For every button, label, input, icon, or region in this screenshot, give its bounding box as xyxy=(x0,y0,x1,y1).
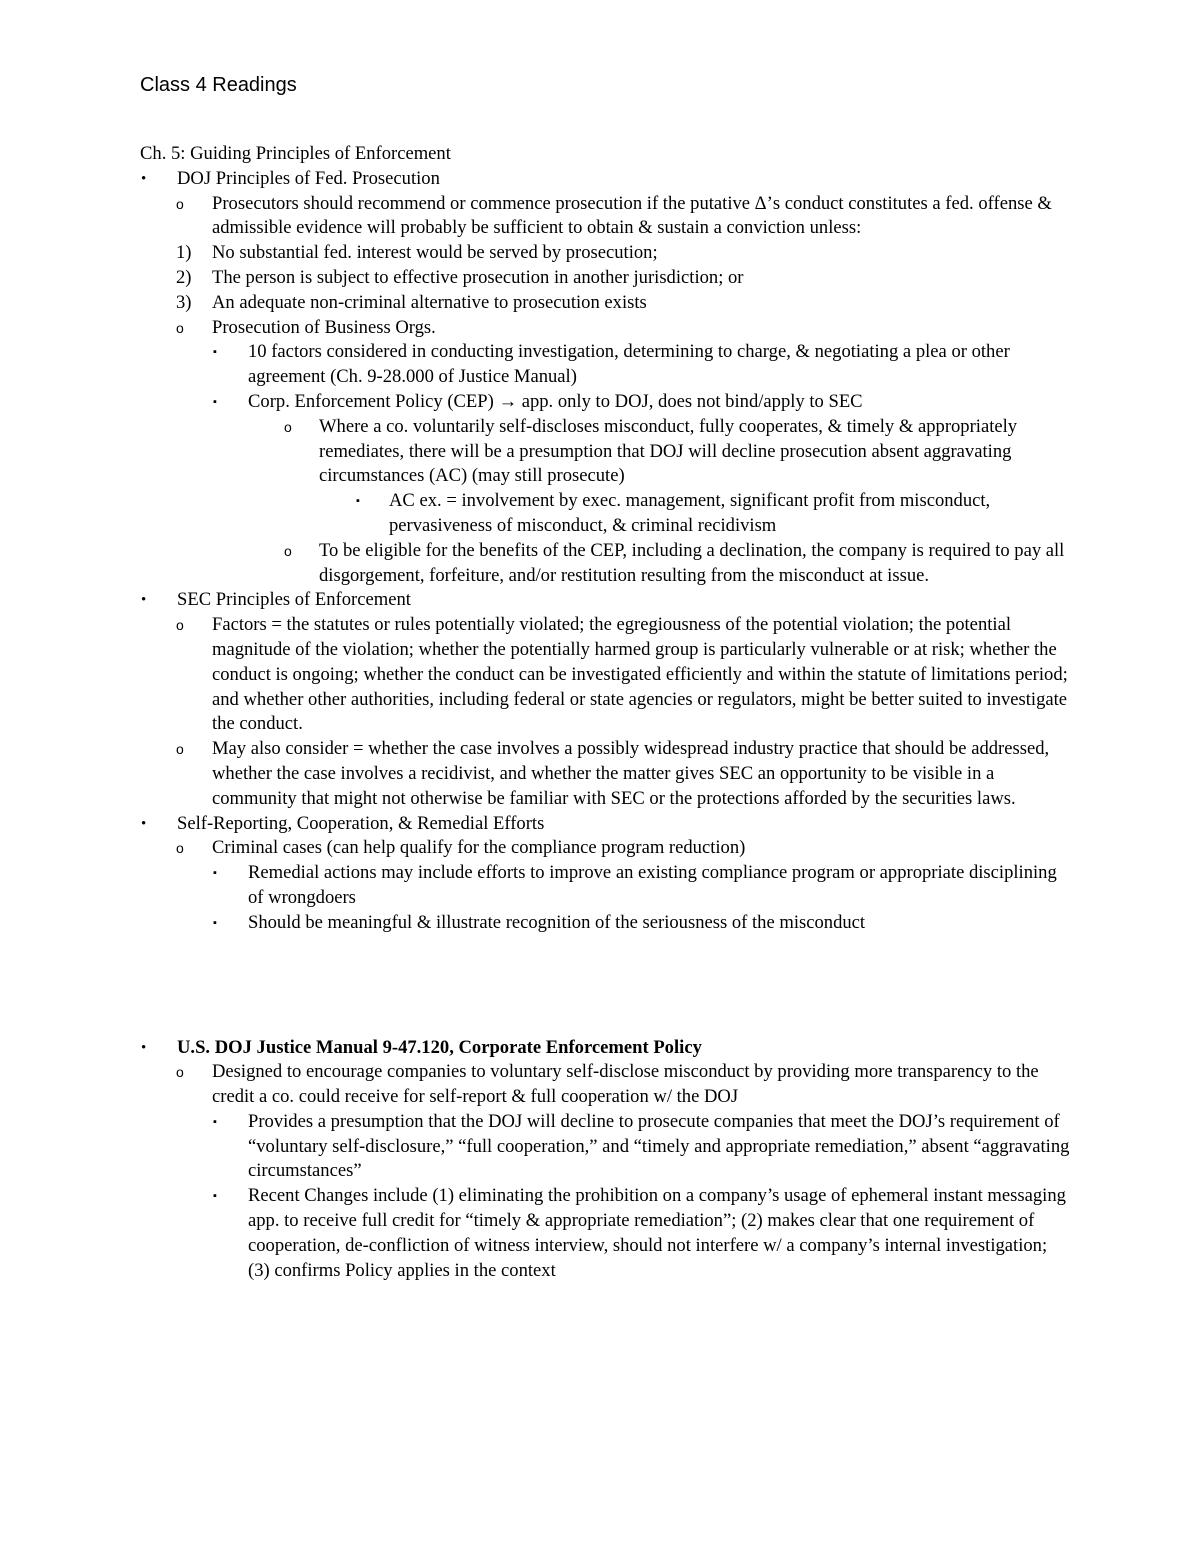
ten-factors-text: 10 factors considered in conducting investigation, determining to charge, & negotiating a plea or other agreement (Ch. 9-28.000 of Justice Manual) xyxy=(248,341,1010,388)
number-marker: 3) xyxy=(176,291,192,313)
list-item-sec-factors xyxy=(140,613,1070,737)
list-item-doj xyxy=(140,167,1070,192)
chapter-heading: Ch. 5: Guiding Principles of Enforcement xyxy=(140,143,451,164)
circle-marker: o xyxy=(176,1064,184,1081)
bullet-marker: • xyxy=(141,815,147,832)
changes-text: Recent Changes include (1) eliminating the prohibition on a company’s usage of ephemeral instant messaging app. to receive full credit for “timely & appropriate remediation”; (2) makes clear that one requirement of cooperation, de-confliction of witness interview, should not interfere w/ a company’s internal investigation; (3) confirms Policy applies in the context xyxy=(248,1185,1066,1281)
sec-also-text: May also consider = whether the case involves a possibly widespread industry practice that should be addressed, whether the case involves a recidivist, and whether the matter gives SEC an opportunity to be visible in a community that might not otherwise be familiar with SEC or the protections afforded by the securities laws. xyxy=(212,738,1050,809)
circle-marker: o xyxy=(284,418,292,435)
list-item-sec-also xyxy=(140,737,1070,811)
list-item-ten-factors xyxy=(140,340,1070,390)
list-item-meaningful xyxy=(140,911,1070,936)
list-item-business-orgs xyxy=(140,316,1070,341)
square-marker: ▪ xyxy=(356,495,360,508)
designed-text: Designed to encourage companies to voluntary self-disclose misconduct by providing more transparency to the credit a co. could receive for self-report & full cooperation w/ the DOJ xyxy=(212,1061,1039,1108)
exception-text: No substantial fed. interest would be served by prosecution; xyxy=(212,242,658,264)
ac-example-text: AC ex. = involvement by exec. management, significant profit from misconduct, pervasiveness of misconduct, & criminal recidivism xyxy=(389,490,991,536)
list-item-cep xyxy=(140,390,1070,415)
list-item-designed xyxy=(140,1060,1070,1110)
list-item-remedial xyxy=(140,861,1070,911)
list-item-changes xyxy=(140,1184,1070,1283)
cep-eligible-text: To be eligible for the benefits of the CEP, including a declination, the company is required to pay all disgorgement, forfeiture, and/or restitution resulting from the misconduct at issue. xyxy=(319,539,1065,586)
list-item-manual xyxy=(140,1036,1070,1061)
remedial-text: Remedial actions may include efforts to improve an existing compliance program or appropriate disciplining of wrongdoers xyxy=(248,862,1057,908)
circle-marker: o xyxy=(176,195,184,212)
self-reporting-heading: Self-Reporting, Cooperation, & Remedial Efforts xyxy=(177,812,545,834)
list-item-self-reporting xyxy=(140,812,1070,837)
cep-text: Corp. Enforcement Policy (CEP) → app. only to DOJ, does not bind/apply to SEC xyxy=(248,390,863,412)
spacer xyxy=(140,936,1070,1036)
square-marker: ▪ xyxy=(213,395,217,408)
prosecutors-text: Prosecutors should recommend or commence prosecution if the putative Δ’s conduct constitutes a fed. offense & admissible evidence will probably be sufficient to obtain & sustain a conviction unless: xyxy=(212,192,1052,239)
circle-marker: o xyxy=(176,741,184,758)
bullet-marker: • xyxy=(141,1039,147,1056)
notes-body xyxy=(140,142,1070,1283)
list-item-cep-eligible xyxy=(140,539,1070,589)
exception-text: The person is subject to effective prosecution in another jurisdiction; or xyxy=(212,266,744,288)
square-marker: ▪ xyxy=(213,1190,217,1203)
list-item-presumption xyxy=(140,1110,1070,1184)
numbered-item-2 xyxy=(140,266,1070,291)
square-marker: ▪ xyxy=(213,1115,217,1128)
number-marker: 1) xyxy=(176,242,192,264)
presumption-text: Provides a presumption that the DOJ will decline to prosecute companies that meet the DOJ’s requirement of “voluntary self-disclosure,” “full cooperation,” and “timely and appropriate remediation,” absent “aggravating circumstances” xyxy=(248,1110,1070,1182)
circle-marker: o xyxy=(176,840,184,857)
list-item-sec xyxy=(140,588,1070,613)
doj-heading: DOJ Principles of Fed. Prosecution xyxy=(177,167,440,189)
list-item-criminal xyxy=(140,836,1070,861)
circle-marker: o xyxy=(284,542,292,559)
circle-marker: o xyxy=(176,319,184,336)
number-marker: 2) xyxy=(176,266,192,288)
bullet-marker: • xyxy=(141,592,147,609)
square-marker: ▪ xyxy=(213,867,217,880)
list-item-cep-presumption xyxy=(140,415,1070,489)
exception-text: An adequate non-criminal alternative to prosecution exists xyxy=(212,291,647,313)
sec-factors-text: Factors = the statutes or rules potentially violated; the egregiousness of the potential violation; the potential magnitude of the violation; whether the potentially harmed group is particularly vulnerable or at risk; whether the conduct is ongoing; whether the conduct can be investigated efficiently and within the statute of limitations period; and whether other authorities, including federal or state agencies or regulators, might be better suited to investigate the conduct. xyxy=(212,614,1068,735)
cep-presumption-text: Where a co. voluntarily self-discloses misconduct, fully cooperates, & timely & appropriately remediates, there will be a presumption that DOJ will decline prosecution absent aggravating circumstances (AC) (may still prosecute) xyxy=(319,415,1018,487)
criminal-text: Criminal cases (can help qualify for the compliance program reduction) xyxy=(212,837,746,859)
bullet-marker: • xyxy=(141,170,147,187)
list-item-prosecutors xyxy=(140,192,1070,242)
numbered-item-3 xyxy=(140,291,1070,316)
meaningful-text: Should be meaningful & illustrate recognition of the seriousness of the misconduct xyxy=(248,911,866,933)
square-marker: ▪ xyxy=(213,916,217,929)
sec-heading: SEC Principles of Enforcement xyxy=(177,589,411,611)
list-item-ac-example xyxy=(140,489,1070,539)
numbered-item-1 xyxy=(140,241,1070,266)
business-orgs-text: Prosecution of Business Orgs. xyxy=(212,316,436,338)
page-title: Class 4 Readings xyxy=(140,74,297,96)
manual-heading: U.S. DOJ Justice Manual 9-47.120, Corporate Enforcement Policy xyxy=(177,1036,702,1058)
circle-marker: o xyxy=(176,617,184,634)
square-marker: ▪ xyxy=(213,346,217,359)
